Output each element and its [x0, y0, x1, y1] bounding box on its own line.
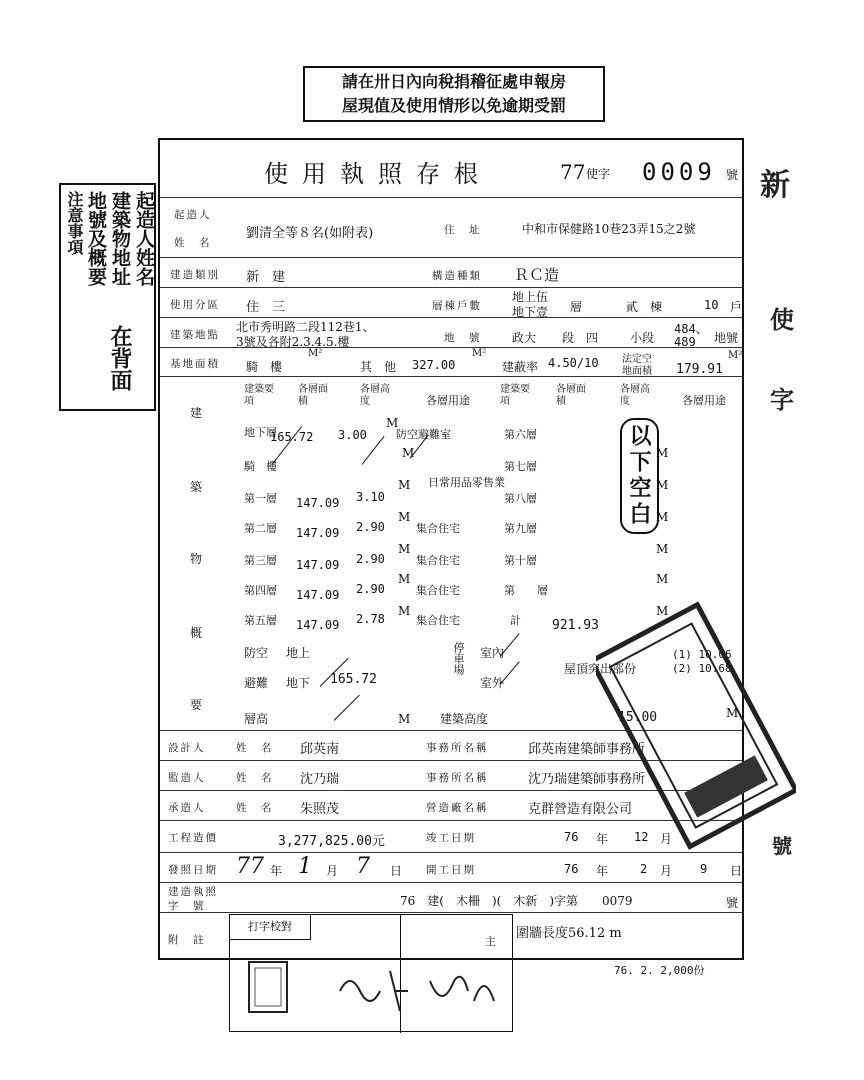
floor-use: 防空避難室: [396, 428, 451, 441]
completion-month: 12: [634, 830, 649, 844]
floor-use: 集合住宅: [416, 614, 460, 627]
site-address-1: 北市秀明路二段112巷1、: [236, 320, 375, 334]
floor-height: 2.90: [356, 520, 385, 534]
right-margin-char: 字: [770, 385, 794, 414]
side-char-yao: 要: [190, 698, 203, 712]
side-note-col-5: 在背面: [107, 325, 133, 391]
households-unit: 戶: [730, 300, 743, 314]
floor-name-right: 第九層: [504, 522, 537, 535]
floor-use: 集合住宅: [416, 522, 460, 535]
floor-area: 147.09: [296, 558, 340, 572]
permit-ref-label-1: 建造執照: [168, 886, 218, 898]
master-label: 主: [485, 935, 496, 948]
completion-year: 76: [564, 830, 579, 844]
unit-m: M: [398, 572, 411, 586]
unit-m: M: [656, 478, 669, 492]
legal-space-label-2: 地面積: [622, 366, 652, 377]
floor-name-right: 第十層: [504, 554, 537, 567]
owner-address-label: 住 址: [444, 224, 482, 236]
legal-space-area: 179.91: [676, 362, 723, 377]
permit-ref-text: 76 建( 木柵 )( 木新 )字第 0079: [400, 894, 633, 908]
issue-day-unit: 日: [390, 864, 403, 878]
unit-m: M: [386, 416, 399, 430]
issue-day: 7: [356, 854, 370, 879]
floor-name-right: 第八層: [504, 492, 537, 505]
site-address-2: 3號及各附2.3.4.5.樓: [236, 335, 350, 349]
blank-below-stamp: 以下空白: [620, 418, 659, 534]
coverage-value: 4.50/10: [548, 356, 599, 370]
start-month-unit: 月: [660, 864, 673, 878]
floor-name: 第四層: [244, 584, 277, 597]
supervisor-role: 監造人: [168, 772, 206, 784]
shelter-below-label: 地下: [286, 676, 311, 690]
handwritten-signatures: [330, 951, 510, 1031]
structure-value: ＲＣ造: [514, 266, 560, 284]
issue-year: 77: [236, 854, 264, 879]
lot-section: 政大: [512, 331, 537, 345]
side-char-wu: 物: [190, 552, 203, 566]
floors-label: 層棟戶數: [432, 300, 482, 312]
designer-name-label: 姓 名: [236, 742, 274, 754]
side-char-build: 建: [190, 406, 203, 420]
legal-space-unit: M²: [728, 350, 743, 361]
side-note-col-4: 注意事項: [65, 191, 84, 255]
floor-height: 3.00: [338, 428, 367, 442]
shelter-above-label: 地上: [286, 646, 311, 660]
right-margin-char: 號: [772, 834, 792, 858]
floors-below: 地下壹: [512, 305, 549, 319]
arcade-unit: M²: [308, 348, 323, 359]
owner-address: 中和市保健路10巷23弄15之2號: [522, 222, 696, 236]
shelter-label: 防空: [244, 646, 269, 660]
lot-label: 地 號: [444, 332, 482, 344]
fh-item-2: 建築要項: [500, 384, 530, 407]
side-note-box: [59, 183, 156, 411]
floor-name: 地下層: [244, 426, 277, 439]
floor-name: 第三層: [244, 554, 277, 567]
site-area-label: 基地面積: [170, 358, 220, 370]
permit-number: 0009: [642, 158, 716, 186]
floor-area: 147.09: [296, 618, 340, 632]
unit-m: M: [656, 572, 669, 586]
cost-label: 工程造價: [168, 832, 218, 844]
issue-month: 1: [298, 854, 312, 879]
issue-label: 發照日期: [168, 864, 218, 876]
owner-label-1: 起造人: [174, 209, 212, 221]
floor-area: 147.09: [296, 496, 340, 510]
unit-m: M: [656, 446, 669, 460]
designer-role: 設計人: [168, 742, 206, 754]
zone-label: 使用分區: [170, 299, 220, 311]
unit-m: M: [398, 542, 411, 556]
fh-height-2: 各層高度: [620, 384, 650, 407]
review-stamp-label: 打字校對: [230, 915, 311, 940]
unit-m: M: [656, 542, 669, 556]
building-height: 15.00: [618, 710, 658, 725]
other-label: 其 他: [360, 360, 397, 374]
roof-protrusion-2: (2) 10.68: [672, 662, 732, 675]
floor-use: 集合住宅: [416, 584, 460, 597]
unit-m: M: [726, 706, 739, 720]
start-year: 76: [564, 862, 579, 876]
issue-month-unit: 月: [326, 864, 339, 878]
review-stamp-box: [229, 914, 513, 1032]
parking-label: 停車場: [452, 642, 465, 675]
structure-label: 構造種類: [432, 270, 482, 282]
roof-protrusion-1: (1) 10.06: [672, 648, 732, 661]
start-day-unit: 日: [730, 864, 743, 878]
buildings-count: 貳 棟: [626, 300, 663, 314]
floor-height: 2.78: [356, 612, 385, 626]
supervisor-office-label: 事務所名稱: [426, 772, 489, 784]
start-label: 開工日期: [426, 864, 476, 876]
shelter-below-area: 165.72: [330, 672, 377, 687]
floor-use: 日常用品零售業: [428, 476, 505, 489]
floor-area: 147.09: [296, 588, 340, 602]
other-area: 327.00: [412, 358, 456, 372]
right-margin-char: 使: [770, 305, 794, 334]
permit-year: 77: [560, 160, 586, 184]
print-footer: 76. 2. 2,000份: [614, 964, 705, 977]
roof-protrusion-label: 屋頂突出部份: [564, 662, 637, 676]
supervisor-name-label: 姓 名: [236, 772, 274, 784]
floor-name: 騎 樓: [244, 460, 277, 473]
fh-item: 建築要項: [244, 384, 274, 407]
lot-sub: 小段: [630, 331, 655, 345]
notice-line-1: 請在卅日內向稅捐稽征處申報房: [341, 72, 566, 91]
class-value: 新 建: [246, 270, 286, 285]
permit-ref-label-2: 字 號: [168, 900, 206, 912]
site-label: 建築地點: [170, 329, 220, 341]
issue-year-unit: 年: [270, 864, 283, 878]
contractor-office: 克群營造有限公司: [528, 802, 633, 817]
side-note-col-1: 起造人姓名: [133, 191, 155, 286]
fh-area-2: 各層面積: [556, 384, 586, 407]
floor-use: 集合住宅: [416, 554, 460, 567]
floor-height: 2.90: [356, 582, 385, 596]
wall-length: 圍牆長度56.12 m: [516, 926, 622, 941]
floor-area: 147.09: [296, 526, 340, 540]
floors-above: 地上伍: [512, 290, 549, 304]
unit-m: M: [656, 510, 669, 524]
owner-label-2: 姓 名: [174, 237, 212, 249]
start-month: 2: [640, 862, 648, 876]
fh-height: 各層高度: [360, 384, 390, 407]
unit-m: M: [398, 712, 411, 726]
start-year-unit: 年: [596, 864, 609, 878]
designer-office-label: 事務所名稱: [426, 742, 489, 754]
contractor-name-label: 姓 名: [236, 802, 274, 814]
floor-name-right: 第七層: [504, 460, 537, 473]
completion-year-unit: 年: [596, 832, 609, 846]
floor-name-right: 第六層: [504, 428, 537, 441]
evac-label: 避難: [244, 676, 269, 690]
floor-height-label: 層高: [244, 712, 269, 726]
supervisor-office: 沈乃瑞建築師事務所: [528, 772, 646, 787]
zone-value: 住 三: [246, 300, 286, 315]
unit-m: M: [398, 478, 411, 492]
legal-space-label-1: 法定空: [622, 354, 652, 365]
cost-value: 3,277,825.00元: [278, 834, 385, 849]
side-char-zhu: 築: [190, 480, 203, 494]
owner-name: 劉清全等８名(如附表): [246, 226, 374, 241]
notice-box: [303, 66, 605, 122]
floor-height: 3.10: [356, 490, 385, 504]
unit-m: M: [398, 604, 411, 618]
side-note-col-2: 建築物地址: [109, 191, 131, 286]
right-margin-char: 新: [760, 168, 790, 203]
completion-month-unit: 月: [660, 832, 673, 846]
permit-kind: 使字: [586, 167, 611, 181]
floor-name-right: 第 層: [504, 584, 548, 597]
arcade-label: 騎 樓: [246, 360, 283, 374]
designer-name: 邱英南: [300, 742, 340, 757]
unit-m: M: [398, 510, 411, 524]
lot-duan: 段 四: [562, 331, 599, 345]
floor-height: 2.90: [356, 552, 385, 566]
other-unit: M²: [472, 348, 487, 359]
parking-indoor-label: 室內: [480, 646, 505, 660]
completion-label: 竣工日期: [426, 832, 476, 844]
parking-outdoor-label: 室外: [480, 676, 505, 690]
unit-m: M: [656, 604, 669, 618]
note-label: 附 註: [168, 934, 206, 946]
contractor-office-label: 營造廠名稱: [426, 802, 489, 814]
floor-name: 第二層: [244, 522, 277, 535]
form-title: 使用執照存根: [264, 160, 492, 188]
official-seal: [596, 580, 796, 870]
permit-suffix: 號: [726, 168, 739, 182]
permit-ref-suffix: 號: [726, 896, 739, 910]
contractor-role: 承造人: [168, 802, 206, 814]
lot-numbers-2: 489: [674, 335, 696, 349]
building-height-label: 建築高度: [440, 712, 489, 726]
supervisor-name: 沈乃瑞: [300, 772, 340, 787]
total-label: 計: [510, 614, 521, 627]
class-label: 建造類別: [170, 269, 220, 281]
floors-unit: 層: [570, 300, 583, 314]
designer-office: 邱英南建築師事務所: [528, 742, 646, 757]
unit-m: M: [402, 446, 415, 460]
contractor-name: 朱照茂: [300, 802, 340, 817]
side-char-gai: 概: [190, 626, 203, 640]
lot-suffix: 地號: [714, 331, 739, 345]
households-count: 10: [704, 298, 719, 312]
fh-use: 各層用途: [426, 394, 470, 407]
fh-area: 各層面積: [298, 384, 328, 407]
lot-numbers-1: 484、: [674, 322, 708, 336]
total-area: 921.93: [552, 618, 599, 633]
floor-name: 第一層: [244, 492, 277, 505]
square-seal: [246, 959, 290, 1015]
floor-name: 第五層: [244, 614, 277, 627]
side-note-col-3: 地號及概要: [85, 191, 107, 286]
start-day: 9: [700, 862, 708, 876]
coverage-label: 建蔽率: [502, 360, 539, 374]
notice-line-2: 屋現值及使用情形以免逾期受罰: [341, 96, 566, 115]
fh-use-2: 各層用途: [682, 394, 726, 407]
floor-area: 165.72: [270, 430, 314, 444]
